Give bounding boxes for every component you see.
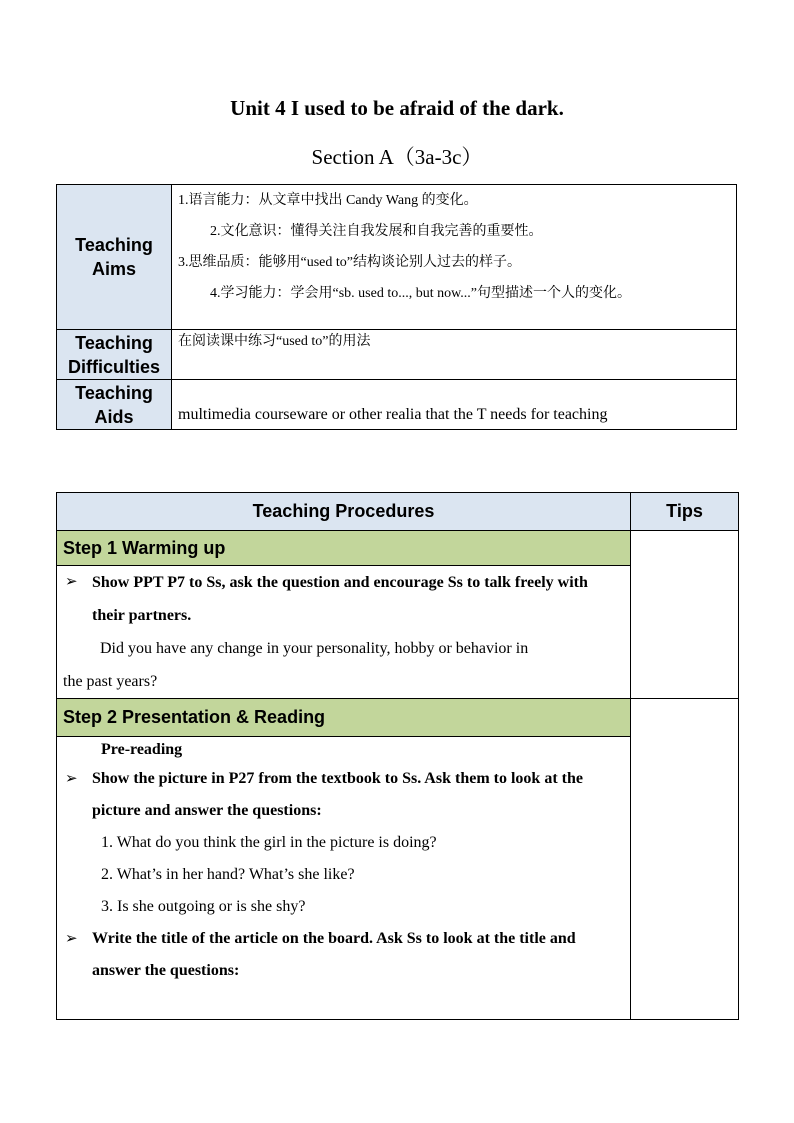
aids-content: multimedia courseware or other realia that the T needs for teaching — [172, 380, 737, 430]
teaching-info-table — [56, 184, 737, 430]
aims-content — [172, 185, 737, 330]
aims-label: Teaching Aims — [57, 185, 172, 330]
step1-body — [57, 566, 631, 699]
step1-tips-cell — [631, 531, 739, 699]
aim-item-3: 3.思维品质：能够用“used to”结构谈论别人过去的样子。 — [178, 255, 521, 270]
step2-title: Step 2 Presentation & Reading — [57, 699, 631, 737]
pre-reading-heading: Pre-reading — [101, 741, 183, 758]
step2-body — [57, 737, 631, 1020]
step1-bullet: ➢ Show PPT P7 to Ss, ask the question and encourage Ss to talk freely with their partners. — [63, 566, 624, 632]
aim-item-4: 4.学习能力：学会用“sb. used to..., but now...”句型描述一个人的变化。 — [210, 286, 632, 301]
aim-item-1: 1.语言能力：从文章中找出 Candy Wang 的变化。 — [178, 193, 478, 208]
section-subtitle: Section A（3a-3c） — [311, 145, 483, 169]
arrow-bullet-icon: ➢ — [65, 931, 78, 947]
difficulties-content: 在阅读课中练习“used to”的用法 — [172, 330, 737, 380]
aids-label: Teaching Aids — [57, 380, 172, 430]
step1-title: Step 1 Warming up — [57, 531, 631, 566]
procedures-header-row — [57, 493, 739, 531]
question-1: 1. What do you think the girl in the picture is doing? — [101, 834, 437, 851]
step2-tips-cell — [631, 699, 739, 1020]
aim-item-2: 2.文化意识：懂得关注自我发展和自我完善的重要性。 — [210, 224, 543, 239]
question-2: 2. What’s in her hand? What’s she like? — [101, 866, 355, 883]
step2-bullet-2: ➢ Write the title of the article on the board. Ask Ss to look at the title and answer the questions: — [63, 923, 624, 987]
step1-question-line2: the past years? — [63, 673, 158, 690]
procedures-header: Teaching Procedures — [57, 493, 631, 531]
arrow-bullet-icon: ➢ — [65, 574, 78, 590]
difficulties-row — [57, 330, 737, 380]
document-title: Unit 4 I used to be afraid of the dark. — [230, 96, 564, 120]
tips-header: Tips — [631, 493, 739, 531]
question-3: 3. Is she outgoing or is she shy? — [101, 898, 306, 915]
step2-row — [57, 699, 739, 737]
procedures-table — [56, 492, 739, 1020]
step2-bullet-1: ➢ Show the picture in P27 from the textbook to Ss. Ask them to look at the picture and answer the questions: — [63, 763, 624, 827]
step1-row — [57, 531, 739, 566]
aids-row — [57, 380, 737, 430]
aims-row — [57, 185, 737, 330]
arrow-bullet-icon: ➢ — [65, 771, 78, 787]
difficulties-label: Teaching Difficulties — [57, 330, 172, 380]
step1-question-line1: Did you have any change in your personality, hobby or behavior in — [100, 640, 529, 657]
